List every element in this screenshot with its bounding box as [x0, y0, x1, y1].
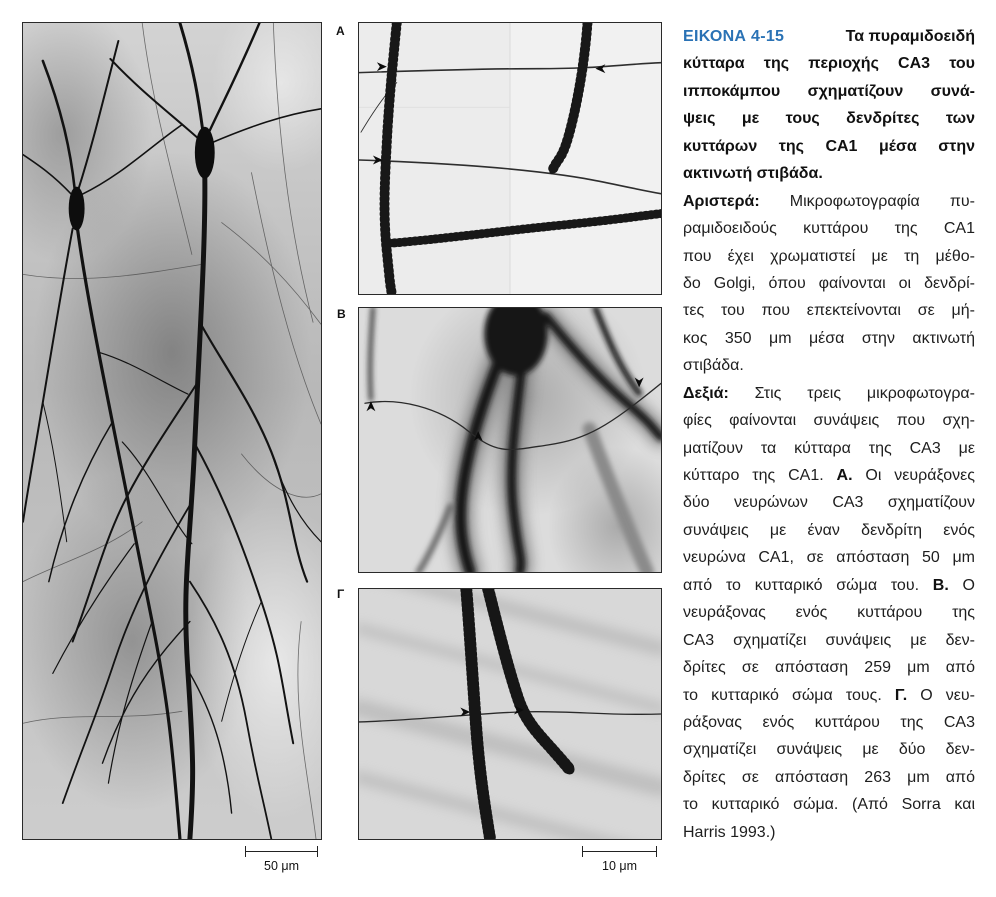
caption-text: νευρώνα CA1, σε απόσταση 50 μm	[683, 549, 975, 567]
caption-text: φίες φαίνονται συνάψεις που σχη-	[683, 412, 975, 430]
caption-title-text: ψεις με τους δενδρίτες των	[683, 110, 975, 128]
left-micrograph	[22, 22, 322, 840]
caption-text: ραμιδοειδούς κυττάρου της CA1	[683, 220, 975, 238]
caption-title-line	[683, 133, 975, 160]
caption-text: Harris 1993.)	[683, 823, 776, 841]
caption-right-line	[683, 627, 975, 654]
caption-left-line	[683, 325, 975, 352]
caption-text: στιβάδα.	[683, 357, 744, 375]
caption-left-line	[683, 243, 975, 270]
caption-text: το κυτταρικό σώμα. (Από Sorra και	[683, 796, 975, 814]
caption-title-line	[683, 160, 975, 187]
golgi-neuron-image	[23, 23, 321, 839]
caption-text: δύο νευρώνων CA3 σχηματίζουν	[683, 494, 975, 512]
caption-text: Ο νευ-	[907, 686, 975, 704]
panel-label-a: Α	[336, 24, 345, 38]
caption-right-line	[683, 791, 975, 818]
caption-text: από το κυτταρικό σώμα του.	[683, 576, 933, 594]
caption-text: ματίζουν τα κύτταρα της CA3 με	[683, 439, 975, 457]
caption-emphasis: Αριστερά:	[683, 192, 760, 210]
caption-right-line	[683, 819, 975, 846]
caption-text: ράξονας ενός κυττάρου της CA3	[683, 713, 975, 731]
caption-text: Στις τρεις μικροφωτογρα-	[728, 384, 975, 402]
caption-right-line	[683, 489, 975, 516]
caption-title-text: ακτινωτή στιβάδα.	[683, 165, 823, 183]
caption-text: κος 350 μm μέσα στην ακτινωτή	[683, 329, 975, 347]
caption-text: τες του που επεκτείνονται σε μή-	[683, 302, 975, 320]
scale-bar-label: 10 μm	[602, 859, 637, 873]
caption-emphasis: Δεξιά:	[683, 384, 729, 402]
caption-emphasis: Γ.	[894, 686, 908, 704]
caption	[683, 23, 975, 846]
caption-text: Μικροφωτογραφία πυ-	[759, 192, 975, 210]
caption-emphasis: Β.	[932, 576, 949, 594]
caption-title-text: ιπποκάμπου σχηματίζουν συνά-	[683, 82, 975, 100]
caption-right-line	[683, 572, 975, 599]
caption-right-line	[683, 709, 975, 736]
caption-text: δρίτες σε απόσταση 259 μm από	[683, 659, 975, 677]
panel-a-micrograph	[358, 22, 662, 295]
scale-bar-left	[245, 846, 318, 873]
caption-right-line	[683, 736, 975, 763]
caption-right-line	[683, 599, 975, 626]
caption-right-line	[683, 462, 975, 489]
caption-title-text: Τα πυραμιδοειδή	[845, 28, 975, 45]
caption-text: συνάψεις με έναν δενδρίτη ενός	[683, 521, 975, 539]
caption-text: δο Golgi, όπου φαίνονται οι δενδρί-	[683, 274, 975, 292]
caption-left-line	[683, 270, 975, 297]
caption-title-line	[683, 78, 975, 105]
caption-title-line	[683, 50, 975, 77]
scale-bar-right	[582, 846, 657, 873]
scale-bar-tick	[656, 846, 657, 857]
caption-title-line	[683, 105, 975, 132]
caption-left-line	[683, 188, 975, 215]
caption-text: δρίτες σε απόσταση 263 μm από	[683, 768, 975, 786]
caption-emphasis: Α.	[836, 467, 853, 484]
panel-b-micrograph	[358, 307, 662, 573]
scale-bar-tick	[317, 846, 318, 857]
caption-text: Οι νευράξονες	[852, 467, 975, 484]
scale-bar-tick	[582, 846, 583, 857]
panel-label-b: Β	[337, 307, 346, 321]
scale-bar-line	[582, 851, 657, 852]
panel-label-c: Γ	[337, 587, 345, 601]
caption-right-line	[683, 682, 975, 709]
figure-number: ΕΙΚΟΝΑ 4-15	[683, 28, 785, 45]
caption-right-line	[683, 407, 975, 434]
panel-b-image	[359, 308, 661, 572]
panel-a-image	[359, 23, 661, 294]
scale-bar-tick	[245, 846, 246, 857]
caption-text: νευράξονας ενός κυττάρου της	[683, 604, 975, 622]
caption-right-line	[683, 764, 975, 791]
caption-title-text: κυττάρων της CA1 μέσα στην	[683, 137, 975, 155]
caption-right-line	[683, 544, 975, 571]
caption-right-line	[683, 435, 975, 462]
caption-text: κύτταρο της CA1.	[683, 467, 837, 484]
scale-bar-label: 50 μm	[264, 859, 299, 873]
caption-text: σχηματίζει συνάψεις με δύο δεν-	[683, 741, 975, 759]
scale-bar-line	[245, 851, 318, 852]
cell-body	[195, 127, 215, 179]
caption-text: που έχει χρωματιστεί με τη μέθο-	[683, 247, 975, 265]
caption-text: CA3 σχηματίζει συνάψεις με δεν-	[683, 631, 975, 649]
caption-left-line	[683, 297, 975, 324]
caption-left-line	[683, 215, 975, 242]
caption-right-line	[683, 517, 975, 544]
cell-body	[69, 187, 85, 231]
panel-c-image	[359, 589, 661, 839]
caption-right-line	[683, 380, 975, 407]
caption-title-text: κύτταρα της περιοχής CA3 του	[683, 55, 975, 73]
caption-text: το κυτταρικό σώμα τους.	[683, 686, 895, 704]
caption-text: Ο	[948, 576, 975, 594]
caption-title-line	[683, 23, 975, 50]
caption-right-line	[683, 654, 975, 681]
panel-c-micrograph	[358, 588, 662, 840]
caption-left-line	[683, 352, 975, 379]
